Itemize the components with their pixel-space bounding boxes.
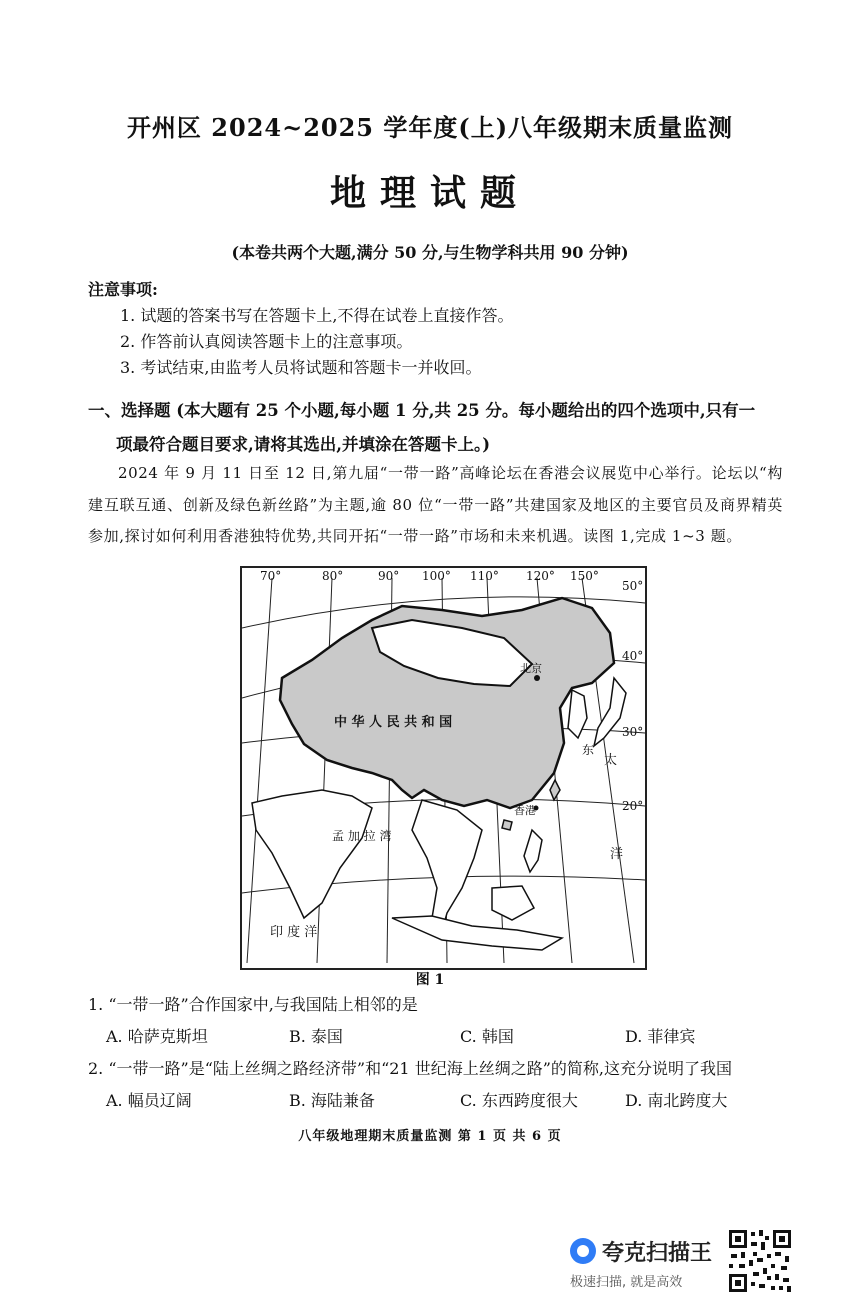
scanner-watermark — [568, 1228, 718, 1298]
qr-svg — [727, 1228, 793, 1294]
indonesia-outline — [392, 916, 562, 950]
brand-slogan: 极速扫描, 就是高效 — [570, 1275, 683, 1290]
lat-label-50: 50° — [622, 579, 644, 593]
question-1-stem: 1. “一带一路”合作国家中,与我国陆上相邻的是 — [88, 995, 418, 1014]
korea-outline — [568, 690, 587, 738]
lon-label-90: 90° — [378, 569, 400, 583]
lon-label-70: 70° — [260, 569, 282, 583]
question-passage: 2024 年 9 月 11 日至 12 日,第九届“一带一路”高峰论坛在香港会议展览中心举行。论坛以“构建互联互通、创新及绿色新丝路”为主题,逾 80 位“一带一路”共建国家及地区的主要官员及商界精英参加,探讨如何利用香港独特优势,共同开拓“一带一路”市场和未来机遇。读图 1,完成 1~3 题。 — [88, 464, 783, 545]
borneo-outline — [492, 886, 534, 920]
section-heading — [88, 394, 788, 462]
meridian-line — [247, 578, 272, 963]
label-pacific-2: 洋 — [610, 847, 624, 862]
q1-option-d[interactable]: D. 菲律宾 — [625, 1027, 696, 1046]
section-line-1: 一、选择题 (本大题有 25 个小题,每小题 1 分,共 25 分。每小题给出的四个选项中,只有一 — [88, 401, 756, 420]
label-hongkong: 香港 — [514, 804, 536, 817]
lat-label-20: 20° — [622, 799, 644, 813]
label-pacific-1: 太 — [604, 753, 618, 768]
q2-option-c[interactable]: C. 东西跨度很大 — [460, 1091, 578, 1110]
qr-code-icon — [727, 1228, 793, 1294]
page-footer: 八年级地理期末质量监测 第 1 页 共 6 页 — [298, 1129, 562, 1144]
lon-label-120: 120° — [526, 569, 555, 583]
label-east: 东 — [582, 743, 595, 757]
subject-title: 地理试题 — [329, 172, 530, 214]
lon-label-150: 150° — [570, 569, 599, 583]
exam-scope: (本卷共两个大题,满分 50 分,与生物学科共用 90 分钟) — [231, 243, 629, 262]
taiwan-island — [550, 780, 560, 800]
exam-title: 开州区 2024~2025 学年度(上)八年级期末质量监测 — [126, 113, 734, 142]
q2-option-d[interactable]: D. 南北跨度大 — [625, 1091, 728, 1110]
lat-label-40: 40° — [622, 649, 644, 663]
lon-label-100: 100° — [422, 569, 451, 583]
india-outline — [252, 790, 372, 918]
q1-option-a[interactable]: A. 哈萨克斯坦 — [106, 1027, 208, 1046]
label-indian-ocean: 印 度 洋 — [270, 925, 318, 940]
lon-label-80: 80° — [322, 569, 344, 583]
beijing-marker — [534, 675, 540, 681]
label-beijing: 北京 — [520, 662, 542, 675]
brand-name: 夸克扫描王 — [602, 1241, 713, 1266]
notice-item: 2. 作答前认真阅读答题卡上的注意事项。 — [120, 332, 413, 351]
question-2-stem: 2. “一带一路”是“陆上丝绸之路经济带”和“21 世纪海上丝绸之路”的简称,这充分说明了我国 — [88, 1059, 732, 1078]
notice-item: 1. 试题的答案书写在答题卡上,不得在试卷上直接作答。 — [120, 306, 514, 325]
longitude-labels — [260, 569, 599, 583]
map-figure-1 — [240, 566, 647, 970]
hainan-island — [502, 820, 512, 830]
q2-option-b[interactable]: B. 海陆兼备 — [289, 1091, 375, 1110]
figure-caption: 图 1 — [415, 972, 445, 988]
lat-label-30: 30° — [622, 725, 644, 739]
label-bay-of-bengal: 孟 加 拉 湾 — [332, 829, 392, 843]
q2-option-a[interactable]: A. 幅员辽阔 — [106, 1091, 192, 1110]
quark-logo-icon — [570, 1238, 596, 1264]
q1-option-b[interactable]: B. 泰国 — [289, 1027, 343, 1046]
notice-item: 3. 考试结束,由监考人员将试题和答题卡一并收回。 — [120, 358, 482, 377]
q1-option-c[interactable]: C. 韩国 — [460, 1027, 514, 1046]
philippines-outline — [524, 830, 542, 872]
lon-label-110: 110° — [470, 569, 499, 583]
map-svg — [242, 568, 645, 968]
notice-heading: 注意事项: — [88, 280, 158, 299]
section-line-2: 项最符合题目要求,请将其选出,并填涂在答题卡上。) — [116, 435, 491, 454]
label-china: 中 华 人 民 共 和 国 — [334, 715, 453, 730]
